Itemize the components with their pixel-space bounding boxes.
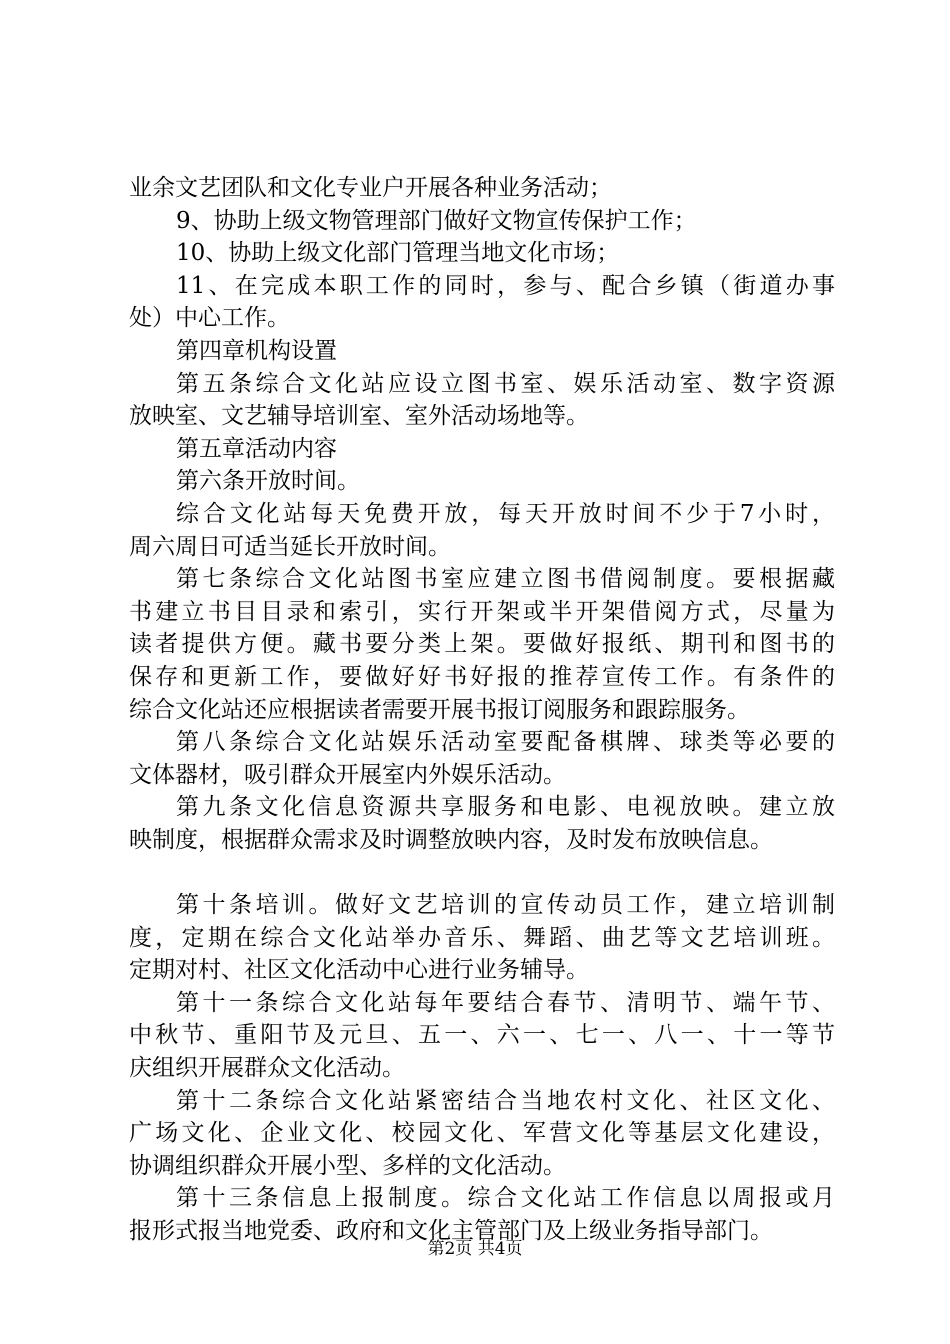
- page-number-footer: 第2页 共4页: [427, 1239, 523, 1259]
- text-line: 10、协助上级文化部门管理当地文化市场；: [176, 240, 620, 267]
- text-line: 第五条综合文化站应设立图书室、娱乐活动室、数字资源: [176, 370, 835, 397]
- paragraph-gap: [129, 856, 835, 889]
- text-line: 第六条开放时间。: [176, 468, 360, 495]
- text-line: 报形式报当地党委、政府和文化主管部门及上级业务指导部门。: [129, 1218, 773, 1244]
- text-line: 第七条综合文化站图书室应建立图书借阅制度。要根据藏: [176, 566, 835, 593]
- text-line: 书建立书目目录和索引，实行开架或半开架借阅方式，尽量为: [129, 598, 835, 625]
- text-line: 第五章活动内容: [176, 435, 337, 462]
- text-line: 处）中心工作。: [129, 305, 290, 332]
- text-line: 第十一条综合文化站每年要结合春节、清明节、端午节、: [176, 989, 835, 1016]
- text-line: 综合文化站每天免费开放，每天开放时间不少于7小时，: [176, 500, 835, 527]
- text-line: 11、在完成本职工作的同时，参与、配合乡镇（街道办事: [176, 272, 835, 299]
- text-line: 第九条文化信息资源共享服务和电影、电视放映。建立放: [176, 794, 835, 821]
- text-line: 读者提供方便。藏书要分类上架。要做好报纸、期刊和图书的: [129, 631, 835, 658]
- text-line: 广场文化、企业文化、校园文化、军营文化等基层文化建设，: [129, 1120, 835, 1147]
- text-line: 9、协助上级文物管理部门做好文物宣传保护工作；: [176, 207, 697, 234]
- text-line: 中秋节、重阳节及元旦、五一、六一、七一、八一、十一等节: [129, 1022, 835, 1049]
- text-line: 映制度，根据群众需求及时调整放映内容，及时发布放映信息。: [129, 826, 773, 853]
- text-line: 第十三条信息上报制度。综合文化站工作信息以周报或月: [176, 1185, 835, 1212]
- text-line: 定期对村、社区文化活动中心进行业务辅导。: [129, 957, 589, 984]
- text-line: 周六周日可适当延长开放时间。: [129, 533, 451, 560]
- text-line: 业余文艺团队和文化专业户开展各种业务活动；: [129, 175, 612, 201]
- text-line: 第十条培训。做好文艺培训的宣传动员工作，建立培训制: [176, 892, 835, 919]
- text-line: 度，定期在综合文化站举办音乐、舞蹈、曲艺等文艺培训班。: [129, 924, 835, 951]
- text-line: 放映室、文艺辅导培训室、室外活动场地等。: [129, 403, 589, 430]
- text-line: 第十二条综合文化站紧密结合当地农村文化、社区文化、: [176, 1087, 835, 1114]
- text-line: 文体器材，吸引群众开展室内外娱乐活动。: [129, 761, 566, 788]
- text-line: 庆组织开展群众文化活动。: [129, 1055, 405, 1082]
- text-line: 第八条综合文化站娱乐活动室要配备棋牌、球类等必要的: [176, 729, 835, 756]
- text-line: 第四章机构设置: [176, 337, 337, 364]
- text-line: 综合文化站还应根据读者需要开展书报订阅服务和跟踪服务。: [129, 696, 750, 723]
- text-line: 保存和更新工作，要做好好书好报的推荐宣传工作。有条件的: [129, 663, 835, 690]
- document-body: [129, 172, 835, 1248]
- text-line: 协调组织群众开展小型、多样的文化活动。: [129, 1152, 566, 1179]
